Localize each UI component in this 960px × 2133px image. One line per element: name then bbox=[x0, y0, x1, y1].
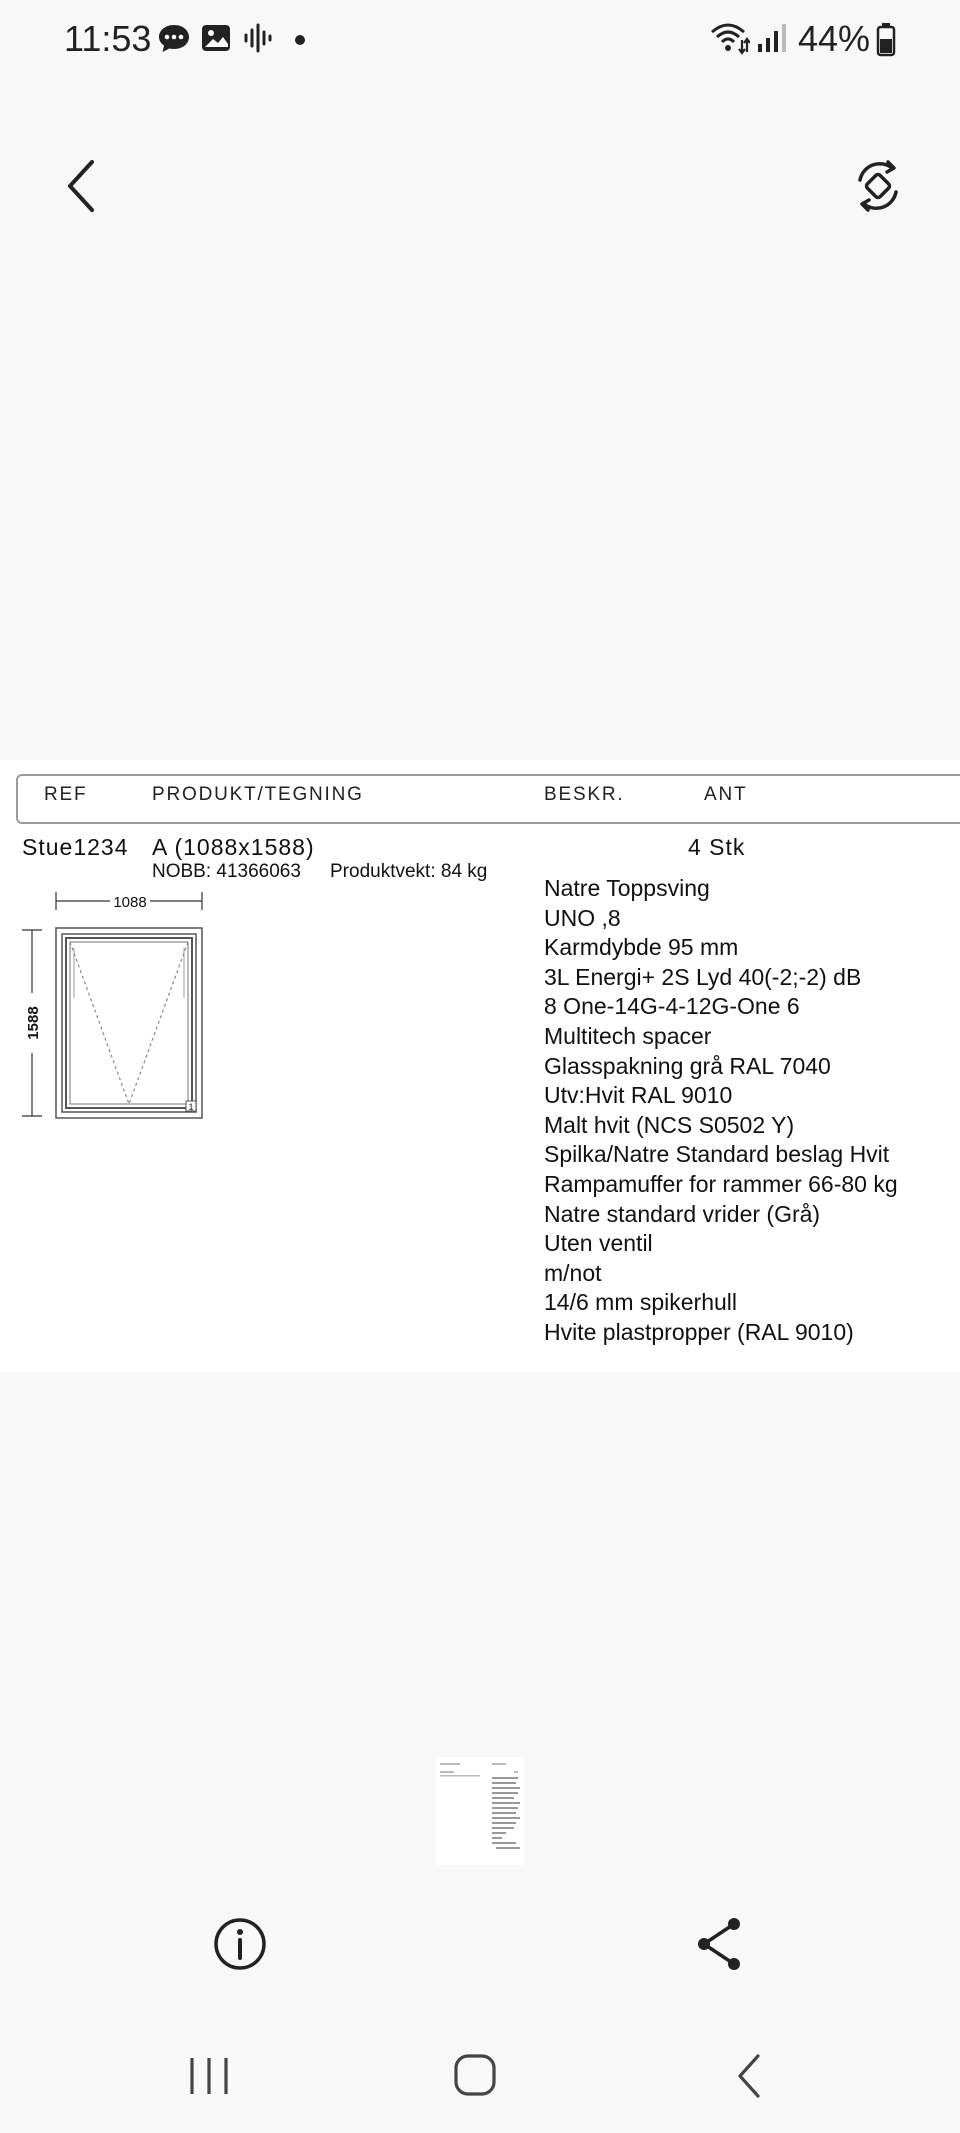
column-header-ref: REF bbox=[44, 784, 88, 805]
wifi-icon bbox=[710, 22, 750, 56]
product-code: A (1088x1588) bbox=[152, 834, 315, 860]
description-line: Natre Toppsving bbox=[544, 875, 710, 901]
column-header-description: BESKR. bbox=[544, 784, 625, 805]
width-dimension: 1088 bbox=[113, 894, 147, 911]
description-line: Malt hvit (NCS S0502 Y) bbox=[544, 1111, 795, 1138]
description-line: Rampamuffer for rammer 66-80 kg bbox=[544, 1170, 898, 1197]
description-line: Glasspakning grå RAL 7040 bbox=[544, 1052, 831, 1079]
info-button[interactable] bbox=[208, 1912, 272, 1976]
column-header-product: PRODUKT/TEGNING bbox=[152, 784, 364, 805]
thumbnail-preview bbox=[436, 1757, 524, 1865]
description-line: Hvite plastpropper (RAL 9010) bbox=[544, 1318, 854, 1345]
back-button[interactable] bbox=[46, 150, 118, 222]
share-icon bbox=[688, 1912, 752, 1976]
window-drawing bbox=[20, 888, 210, 1128]
description-line: 8 One-14G-4-12G-One 6 bbox=[544, 993, 800, 1020]
description-line: Multitech spacer bbox=[544, 1022, 712, 1049]
home-icon bbox=[452, 2052, 500, 2100]
voice-recorder-icon bbox=[242, 22, 276, 54]
corner-label: 1 bbox=[188, 1102, 194, 1112]
share-button[interactable] bbox=[688, 1912, 752, 1976]
battery-percentage: 44% bbox=[798, 18, 871, 59]
description-line: UNO ,8 bbox=[544, 904, 621, 931]
height-dimension: 1588 bbox=[25, 1006, 42, 1040]
chat-icon bbox=[157, 22, 191, 56]
rotate-button[interactable] bbox=[842, 150, 914, 222]
nav-back-button[interactable] bbox=[730, 2052, 770, 2100]
gallery-icon bbox=[200, 22, 232, 54]
dot-icon bbox=[292, 22, 308, 54]
description-line: Uten ventil bbox=[544, 1230, 653, 1257]
chevron-left-icon bbox=[62, 158, 102, 214]
column-header-quantity: ANT bbox=[704, 784, 748, 805]
nav-home-button[interactable] bbox=[452, 2052, 500, 2100]
recents-icon bbox=[182, 2056, 242, 2096]
description-line: m/not bbox=[544, 1259, 602, 1286]
back-icon bbox=[730, 2052, 770, 2100]
description-line: Natre standard vrider (Grå) bbox=[544, 1200, 821, 1227]
product-weight: Produktvekt: 84 kg bbox=[330, 861, 488, 882]
description-line: Spilka/Natre Standard beslag Hvit bbox=[544, 1141, 890, 1168]
auto-rotate-icon bbox=[850, 158, 906, 214]
ref-value: Stue1234 bbox=[22, 834, 129, 860]
quantity-value: 4 Stk bbox=[688, 834, 746, 860]
description-list bbox=[544, 874, 898, 1348]
nobb-number: NOBB: 41366063 bbox=[152, 861, 301, 882]
document-image bbox=[0, 760, 960, 1372]
description-line: 3L Energi+ 2S Lyd 40(-2;-2) dB bbox=[544, 963, 862, 990]
battery-icon bbox=[876, 22, 896, 58]
image-thumbnail[interactable] bbox=[436, 1757, 524, 1865]
info-icon bbox=[208, 1912, 272, 1976]
description-line: Utv:Hvit RAL 9010 bbox=[544, 1082, 733, 1109]
status-time: 11:53 bbox=[64, 18, 152, 59]
nav-recents-button[interactable] bbox=[182, 2056, 242, 2096]
description-line: Karmdybde 95 mm bbox=[544, 934, 739, 961]
description-line: 14/6 mm spikerhull bbox=[544, 1289, 738, 1316]
signal-icon bbox=[756, 22, 786, 56]
